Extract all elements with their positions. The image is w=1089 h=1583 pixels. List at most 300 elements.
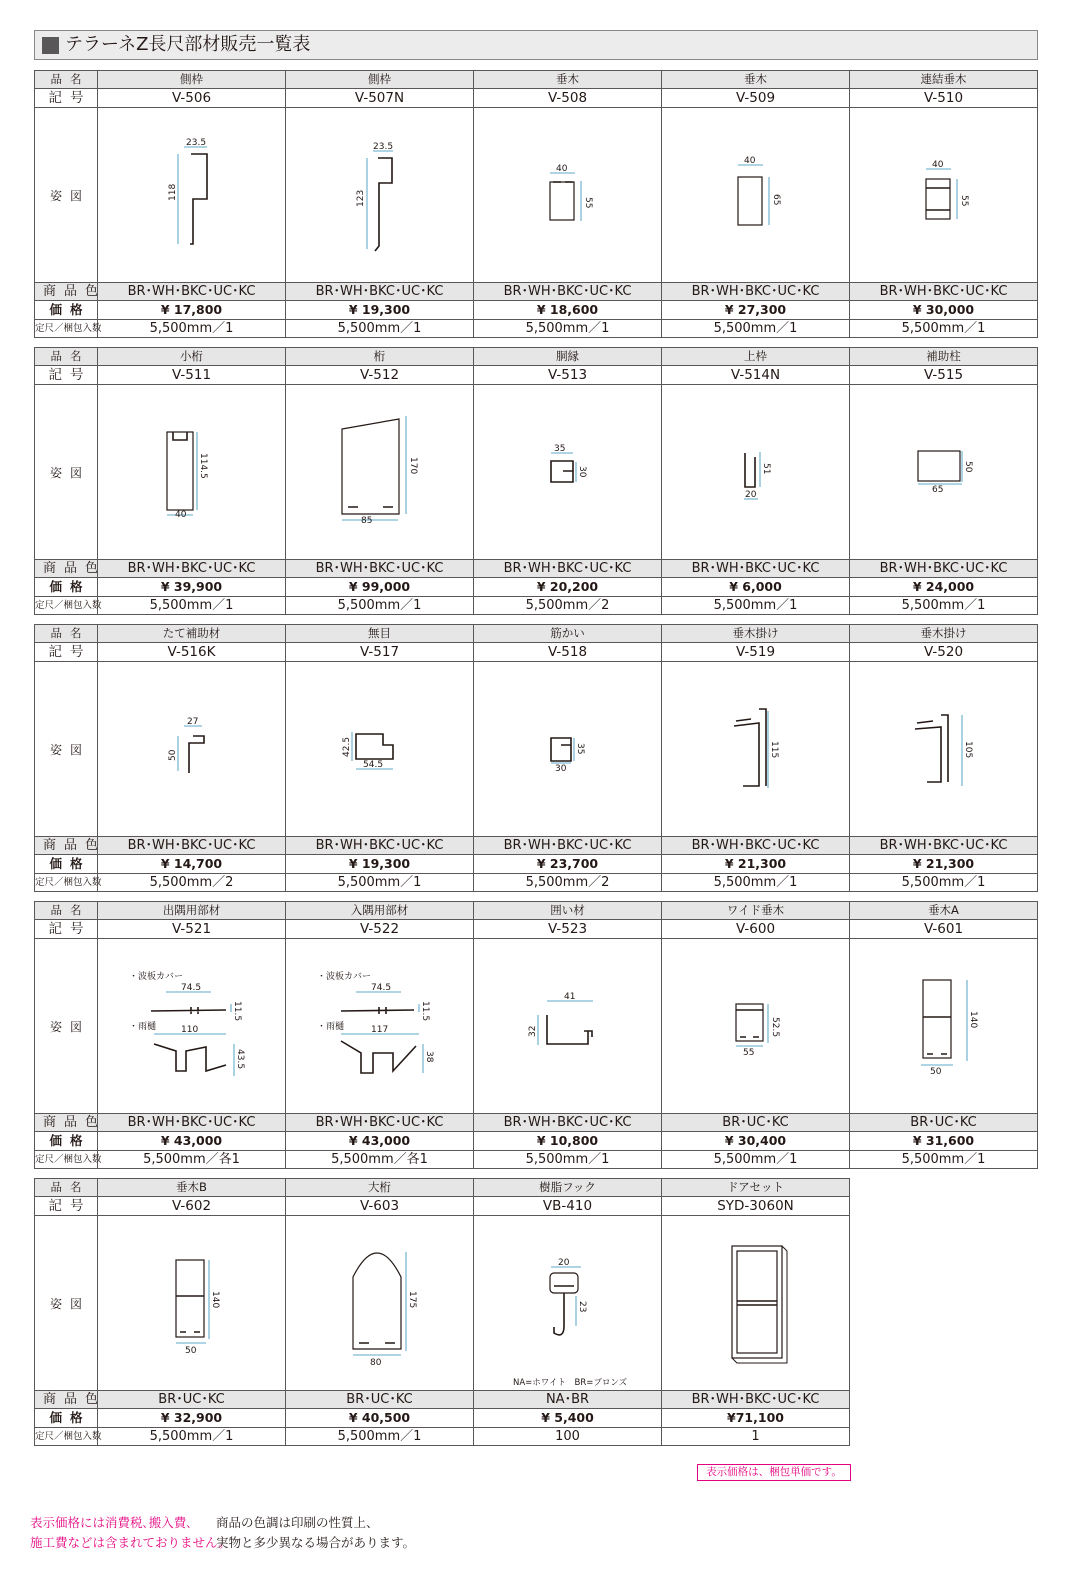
item-code: V-514N <box>662 366 850 385</box>
dimension-label: 52.5 <box>769 1017 780 1038</box>
item-price: ¥ 21,300 <box>850 855 1038 874</box>
dimension-label: 110 <box>180 1025 198 1035</box>
item-price: ¥ 30,000 <box>850 301 1038 320</box>
item-figure-row <box>35 385 1038 560</box>
item-length: 5,500mm／1 <box>662 597 850 615</box>
dimension-label: 30 <box>576 466 587 478</box>
item-length-row <box>35 320 1038 338</box>
item-code: V-522 <box>286 920 474 939</box>
item-name: 連結垂木 <box>850 71 1038 89</box>
profile-shape <box>918 451 960 481</box>
profile-drawing <box>287 1217 473 1389</box>
profile-shape <box>926 179 950 219</box>
row-label-price: 価格 <box>35 301 98 320</box>
item-length: 5,500mm／2 <box>98 874 286 892</box>
profile-drawing <box>663 940 849 1112</box>
row-label-price: 価格 <box>35 1409 98 1428</box>
dimension-label: 54.5 <box>362 760 383 770</box>
dimension-label: 41 <box>563 992 575 1002</box>
item-figure <box>286 385 474 560</box>
item-color: BR･WH･BKC･UC･KC <box>98 560 286 578</box>
item-code: V-512 <box>286 366 474 385</box>
profile-shape <box>190 154 207 244</box>
item-figure <box>474 939 662 1114</box>
item-name: 垂木 <box>662 71 850 89</box>
item-figure <box>474 662 662 837</box>
item-length: 100 <box>474 1428 662 1446</box>
part-sublabel: ・波板カバー <box>316 972 371 982</box>
item-figure <box>662 1216 850 1391</box>
profile-drawing <box>287 663 473 835</box>
item-price: ¥ 6,000 <box>662 578 850 597</box>
item-color: BR･WH･BKC･UC･KC <box>850 560 1038 578</box>
row-label-code: 記号 <box>35 1197 98 1216</box>
footer-color-note <box>216 1513 415 1553</box>
item-name-row <box>35 71 1038 89</box>
item-length: 5,500mm／1 <box>98 1428 286 1446</box>
item-figure <box>662 385 850 560</box>
title-bar <box>34 30 1038 60</box>
profile-drawing <box>663 1217 849 1389</box>
item-color: BR･WH･BKC･UC･KC <box>286 283 474 301</box>
profile-drawing <box>663 663 849 835</box>
item-length: 5,500mm／1 <box>286 874 474 892</box>
item-color: BR･UC･KC <box>98 1391 286 1409</box>
profile-drawing <box>287 386 473 558</box>
item-figure <box>662 108 850 283</box>
profile-drawing <box>475 940 661 1112</box>
item-price-row <box>35 855 1038 874</box>
row-label-price: 価格 <box>35 1132 98 1151</box>
row-label-length: 定尺／梱包入数 <box>35 1151 98 1169</box>
item-name: 垂木A <box>850 902 1038 920</box>
row-label-code: 記号 <box>35 89 98 108</box>
item-length: 5,500mm／1 <box>850 597 1038 615</box>
dimension-label: 115 <box>768 741 779 759</box>
dimension-label: 80 <box>369 1358 381 1368</box>
dimension-label: 11.5 <box>419 1001 430 1022</box>
product-section <box>34 70 1038 338</box>
color-legend-note: NA=ホワイト BR=ブロンズ <box>512 1378 627 1388</box>
row-label-figure: 姿図 <box>35 385 98 560</box>
profile-shape <box>356 734 393 759</box>
title-square-icon <box>42 37 59 54</box>
item-figure <box>98 662 286 837</box>
item-length: 5,500mm／1 <box>662 874 850 892</box>
item-price: ¥ 19,300 <box>286 301 474 320</box>
item-figure <box>850 939 1038 1114</box>
item-code: V-506 <box>98 89 286 108</box>
row-label-figure: 姿図 <box>35 1216 98 1391</box>
item-figure-row <box>35 662 1038 837</box>
item-color: BR･WH･BKC･UC･KC <box>662 560 850 578</box>
dimension-label: 42.5 <box>341 736 352 757</box>
item-color: BR･WH･BKC･UC･KC <box>474 560 662 578</box>
item-code: V-517 <box>286 643 474 662</box>
footer-tax-note <box>30 1513 231 1553</box>
item-length-row <box>35 1151 1038 1169</box>
item-color: BR･WH･BKC･UC･KC <box>850 837 1038 855</box>
item-color-row <box>35 837 1038 855</box>
dimension-label: 50 <box>929 1067 941 1077</box>
item-code: V-518 <box>474 643 662 662</box>
profile-shape <box>353 1253 401 1349</box>
item-name: 垂木 <box>474 71 662 89</box>
item-price: ¥ 10,800 <box>474 1132 662 1151</box>
profile-drawing <box>475 663 661 835</box>
item-length: 5,500mm／1 <box>662 1151 850 1169</box>
profile-drawing <box>99 940 285 1112</box>
item-price: ¥ 23,700 <box>474 855 662 874</box>
item-length: 5,500mm／1 <box>850 874 1038 892</box>
row-label-length: 定尺／梱包入数 <box>35 597 98 615</box>
item-figure <box>98 108 286 283</box>
item-name: 小桁 <box>98 348 286 366</box>
profile-shape <box>342 419 399 514</box>
row-label-code: 記号 <box>35 920 98 939</box>
dimension-label: 175 <box>406 1291 417 1309</box>
profile-shape <box>375 158 392 251</box>
item-color: BR･WH･BKC･UC･KC <box>286 560 474 578</box>
profile-shape <box>176 1260 204 1337</box>
dimension-label: 43.5 <box>234 1049 245 1070</box>
footer-color-note-line2: 実物と多少異なる場合があります。 <box>216 1535 416 1550</box>
item-price-row <box>35 1409 1038 1428</box>
profile-shape <box>167 432 193 510</box>
item-price: ¥ 20,200 <box>474 578 662 597</box>
item-figure <box>474 108 662 283</box>
profile-drawing <box>475 386 661 558</box>
item-price: ¥ 17,800 <box>98 301 286 320</box>
row-label-length: 定尺／梱包入数 <box>35 320 98 338</box>
item-length: 5,500mm／2 <box>474 597 662 615</box>
product-section <box>34 1178 1038 1446</box>
item-code: SYD-3060N <box>662 1197 850 1216</box>
product-section <box>34 901 1038 1169</box>
dimension-label: 38 <box>423 1051 434 1063</box>
item-figure <box>98 1216 286 1391</box>
part-sublabel: ・雨樋 <box>316 1022 344 1032</box>
item-code: V-519 <box>662 643 850 662</box>
item-figure <box>850 385 1038 560</box>
dimension-label: 35 <box>574 743 585 755</box>
item-name: ドアセット <box>662 1179 850 1197</box>
dimension-label: 55 <box>958 195 969 207</box>
item-price-row <box>35 1132 1038 1151</box>
item-color: BR･WH･BKC･UC･KC <box>286 1114 474 1132</box>
item-color: BR･WH･BKC･UC･KC <box>474 837 662 855</box>
item-color: BR･UC･KC <box>286 1391 474 1409</box>
item-name: 大桁 <box>286 1179 474 1197</box>
item-price: ¥ 19,300 <box>286 855 474 874</box>
item-code: V-601 <box>850 920 1038 939</box>
item-price: ¥ 30,400 <box>662 1132 850 1151</box>
row-label-color: 商品色 <box>35 283 98 301</box>
profile-shape <box>550 182 574 220</box>
dimension-label: 11.5 <box>231 1001 242 1022</box>
item-code: V-520 <box>850 643 1038 662</box>
row-label-figure: 姿図 <box>35 662 98 837</box>
item-code: V-603 <box>286 1197 474 1216</box>
item-length: 5,500mm／1 <box>286 1428 474 1446</box>
item-figure <box>662 939 850 1114</box>
profile-shape <box>737 1251 777 1353</box>
profile-drawing <box>663 109 849 281</box>
profile-shape <box>341 1007 416 1073</box>
item-code: V-509 <box>662 89 850 108</box>
dimension-label: 74.5 <box>180 983 201 993</box>
profile-drawing <box>851 940 1037 1112</box>
item-length: 5,500mm／各1 <box>286 1151 474 1169</box>
item-price: ¥ 43,000 <box>286 1132 474 1151</box>
item-code-row <box>35 920 1038 939</box>
dimension-label: 50 <box>184 1346 196 1356</box>
item-name: 胴縁 <box>474 348 662 366</box>
item-code: V-507N <box>286 89 474 108</box>
item-code: V-508 <box>474 89 662 108</box>
dimension-label: 140 <box>209 1291 220 1309</box>
item-price: ¥ 40,500 <box>286 1409 474 1428</box>
item-color-row <box>35 283 1038 301</box>
item-color: BR･WH･BKC･UC･KC <box>286 837 474 855</box>
item-figure <box>474 385 662 560</box>
row-label-length: 定尺／梱包入数 <box>35 874 98 892</box>
empty-cell <box>850 1428 1038 1446</box>
row-label-code: 記号 <box>35 366 98 385</box>
empty-cell <box>850 1197 1038 1216</box>
item-figure <box>850 108 1038 283</box>
product-section <box>34 347 1038 615</box>
dimension-label: 20 <box>557 1258 569 1268</box>
item-price: ¥ 24,000 <box>850 578 1038 597</box>
item-name: 無目 <box>286 625 474 643</box>
item-color: BR･WH･BKC･UC･KC <box>98 1114 286 1132</box>
item-price: ¥ 18,600 <box>474 301 662 320</box>
item-price-row <box>35 578 1038 597</box>
item-price-row <box>35 301 1038 320</box>
dimension-label: 55 <box>582 197 593 209</box>
item-figure <box>286 108 474 283</box>
dimension-label: 20 <box>744 490 756 500</box>
item-length: 5,500mm／1 <box>286 320 474 338</box>
item-code: V-516K <box>98 643 286 662</box>
price-note: 表示価格は、梱包単価です。 <box>697 1464 851 1481</box>
dimension-label: 50 <box>167 749 178 761</box>
item-color-row <box>35 1391 1038 1409</box>
dimension-label: 23 <box>576 1301 587 1313</box>
row-label-price: 価格 <box>35 578 98 597</box>
item-name-row <box>35 348 1038 366</box>
dimension-label: 40 <box>174 510 186 520</box>
dimension-label: 170 <box>407 457 418 475</box>
item-length: 5,500mm／1 <box>474 1151 662 1169</box>
item-name-row <box>35 1179 1038 1197</box>
item-name: ワイド垂木 <box>662 902 850 920</box>
row-label-color: 商品色 <box>35 837 98 855</box>
item-code: VB-410 <box>474 1197 662 1216</box>
item-price: ¥ 43,000 <box>98 1132 286 1151</box>
item-length: 5,500mm／1 <box>98 597 286 615</box>
dimension-label: 65 <box>931 485 943 495</box>
dimension-label: 85 <box>360 516 372 526</box>
dimension-label: 40 <box>555 164 567 174</box>
profile-drawing <box>475 1217 661 1389</box>
item-price: ¥ 5,400 <box>474 1409 662 1428</box>
item-length: 5,500mm／1 <box>286 597 474 615</box>
item-price: ¥ 27,300 <box>662 301 850 320</box>
item-name: 上枠 <box>662 348 850 366</box>
profile-drawing <box>851 109 1037 281</box>
item-color: BR･UC･KC <box>662 1114 850 1132</box>
profile-drawing <box>99 109 285 281</box>
item-price: ¥71,100 <box>662 1409 850 1428</box>
profile-shape <box>738 177 762 225</box>
item-price: ¥ 14,700 <box>98 855 286 874</box>
item-length: 5,500mm／1 <box>662 320 850 338</box>
item-code: V-521 <box>98 920 286 939</box>
row-label-color: 商品色 <box>35 1114 98 1132</box>
item-length: 5,500mm／各1 <box>98 1151 286 1169</box>
item-figure <box>98 939 286 1114</box>
item-price: ¥ 32,900 <box>98 1409 286 1428</box>
item-name: 桁 <box>286 348 474 366</box>
item-code: V-511 <box>98 366 286 385</box>
profile-drawing <box>99 386 285 558</box>
row-label-name: 品名 <box>35 625 98 643</box>
item-figure-row <box>35 1216 1038 1391</box>
item-code: V-510 <box>850 89 1038 108</box>
item-figure <box>286 1216 474 1391</box>
profile-shape <box>151 1007 226 1071</box>
item-length-row <box>35 874 1038 892</box>
profile-drawing <box>287 109 473 281</box>
profile-shape <box>734 709 766 786</box>
dimension-label: 50 <box>962 461 973 473</box>
item-name: 囲い材 <box>474 902 662 920</box>
empty-cell <box>850 1179 1038 1197</box>
item-figure-row <box>35 939 1038 1114</box>
dimension-label: 40 <box>743 156 755 166</box>
item-color-row <box>35 1114 1038 1132</box>
footer-color-note-line1: 商品の色調は印刷の性質上、 <box>216 1515 379 1530</box>
profile-shape <box>551 738 571 761</box>
item-code-row <box>35 89 1038 108</box>
item-code-row <box>35 366 1038 385</box>
item-code-row <box>35 643 1038 662</box>
row-label-color: 商品色 <box>35 1391 98 1409</box>
profile-shape <box>189 736 204 773</box>
item-code: V-523 <box>474 920 662 939</box>
dimension-label: 40 <box>931 160 943 170</box>
dimension-label: 30 <box>554 764 566 774</box>
row-label-color: 商品色 <box>35 560 98 578</box>
item-length: 5,500mm／1 <box>850 1151 1038 1169</box>
dimension-label: 105 <box>962 741 973 759</box>
profile-shape <box>745 453 755 487</box>
dimension-label: 23.5 <box>185 138 206 148</box>
item-figure-row <box>35 108 1038 283</box>
part-sublabel: ・雨樋 <box>128 1022 156 1032</box>
profile-drawing <box>851 386 1037 558</box>
profile-shape <box>547 1015 592 1044</box>
item-figure <box>662 662 850 837</box>
dimension-label: 55 <box>742 1048 754 1058</box>
item-name: 垂木掛け <box>850 625 1038 643</box>
profile-drawing <box>663 386 849 558</box>
item-name: たて補助材 <box>98 625 286 643</box>
profile-shape <box>915 715 948 782</box>
item-length: 5,500mm／1 <box>98 320 286 338</box>
item-name: 入隅用部材 <box>286 902 474 920</box>
item-color: BR･WH･BKC･UC･KC <box>662 837 850 855</box>
dimension-label: 23.5 <box>372 142 393 152</box>
row-label-code: 記号 <box>35 643 98 662</box>
empty-cell <box>850 1216 1038 1391</box>
item-code: V-602 <box>98 1197 286 1216</box>
row-label-figure: 姿図 <box>35 939 98 1114</box>
item-figure <box>286 939 474 1114</box>
item-price: ¥ 31,600 <box>850 1132 1038 1151</box>
dimension-label: 51 <box>760 463 771 475</box>
dimension-label: 117 <box>370 1025 388 1035</box>
row-label-price: 価格 <box>35 855 98 874</box>
item-price: ¥ 21,300 <box>662 855 850 874</box>
profile-drawing <box>99 663 285 835</box>
row-label-length: 定尺／梱包入数 <box>35 1428 98 1446</box>
item-color: BR･WH･BKC･UC･KC <box>662 1391 850 1409</box>
dimension-label: 118 <box>167 183 178 201</box>
item-name: 側枠 <box>98 71 286 89</box>
item-code: V-513 <box>474 366 662 385</box>
item-price: ¥ 99,000 <box>286 578 474 597</box>
item-name-row <box>35 625 1038 643</box>
item-name: 補助柱 <box>850 348 1038 366</box>
profile-drawing <box>851 663 1037 835</box>
item-length: 5,500mm／2 <box>474 874 662 892</box>
empty-cell <box>850 1391 1038 1409</box>
item-name: 垂木掛け <box>662 625 850 643</box>
item-color: BR･WH･BKC･UC･KC <box>98 283 286 301</box>
item-figure <box>850 662 1038 837</box>
item-name: 樹脂フック <box>474 1179 662 1197</box>
row-label-name: 品名 <box>35 348 98 366</box>
item-length: 1 <box>662 1428 850 1446</box>
item-color: BR･WH･BKC･UC･KC <box>98 837 286 855</box>
item-color: NA･BR <box>474 1391 662 1409</box>
profile-shape <box>550 1273 578 1293</box>
item-color: BR･WH･BKC･UC･KC <box>662 283 850 301</box>
product-section <box>34 624 1038 892</box>
row-label-name: 品名 <box>35 1179 98 1197</box>
dimension-label: 114.5 <box>197 453 208 479</box>
item-code: V-515 <box>850 366 1038 385</box>
profile-drawing <box>287 940 473 1112</box>
dimension-label: 27 <box>186 717 198 727</box>
item-length: 5,500mm／1 <box>850 320 1038 338</box>
item-color: BR･WH･BKC･UC･KC <box>850 283 1038 301</box>
row-label-name: 品名 <box>35 902 98 920</box>
profile-shape <box>923 980 951 1058</box>
item-figure <box>474 1216 662 1391</box>
page-title: テラーネZ長尺部材販売一覧表 <box>65 34 311 55</box>
item-color-row <box>35 560 1038 578</box>
item-color: BR･UC･KC <box>850 1114 1038 1132</box>
dimension-label: 140 <box>967 1011 978 1029</box>
item-name: 出隅用部材 <box>98 902 286 920</box>
item-name-row <box>35 902 1038 920</box>
item-length-row <box>35 597 1038 615</box>
item-length-row <box>35 1428 1038 1446</box>
